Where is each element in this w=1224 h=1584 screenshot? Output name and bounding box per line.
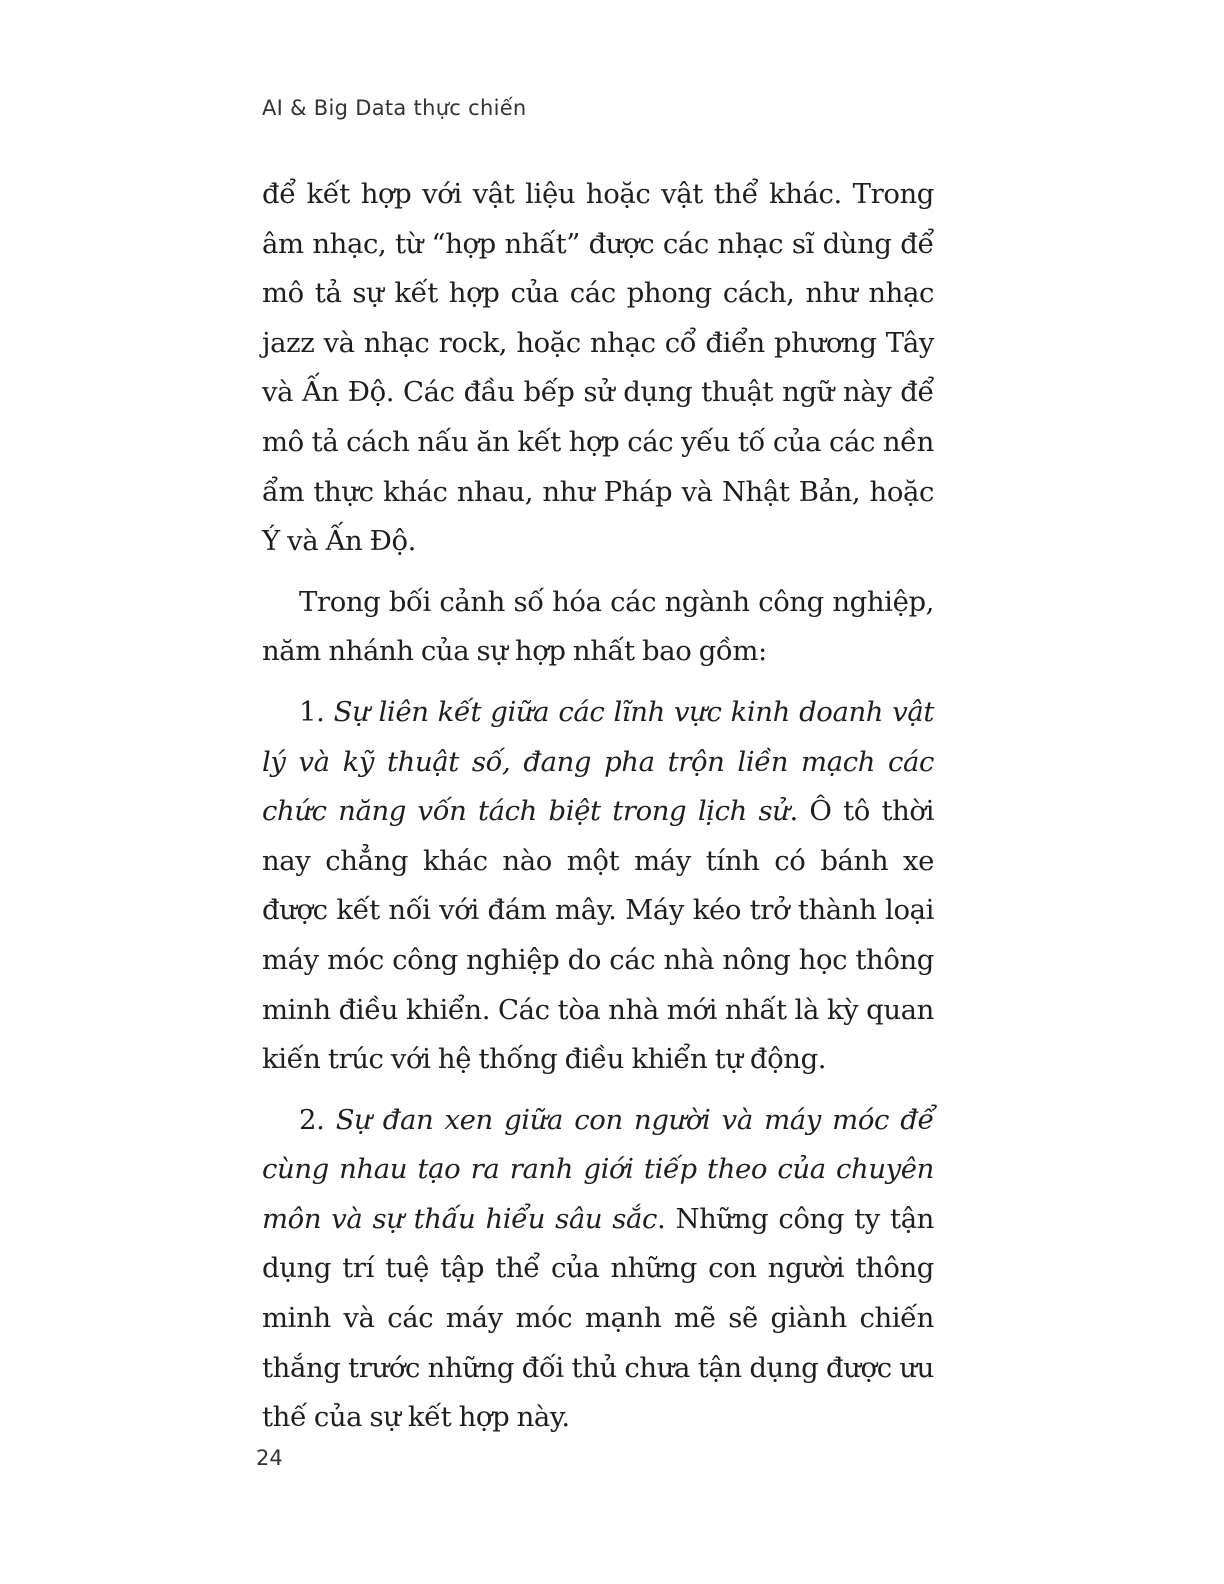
running-header: AI & Big Data thực chiến xyxy=(262,96,527,120)
list-item-2-number: 2. xyxy=(299,1103,325,1136)
paragraph-fusion-examples: để kết hợp với vật liệu hoặc vật thể khác. Trong âm nhạc, từ “hợp nhất” được các nhạc sĩ dùng để mô tả sự kết hợp của các phong cách, như nhạc jazz và nhạc rock, hoặc nhạc cổ điển phương Tây và Ấn Độ. Các đầu bếp sử dụng thuật ngữ này để mô tả cách nấu ăn kết hợp các yếu tố của các nền ẩm thực khác nhau, như Pháp và Nhật Bản, hoặc Ý và Ấn Độ. xyxy=(262,178,934,558)
list-item-1-number: 1. xyxy=(299,695,325,728)
list-item-2 xyxy=(262,1096,934,1443)
list-item-1-text: . Ô tô thời nay chẳng khác nào một máy tính có bánh xe được kết nối với đám mây. Máy kéo trở thành loại máy móc công nghiệp do các nhà nông học thông minh điều khiển. Các tòa nhà mới nhất là kỳ quan kiến trúc với hệ thống điều khiển tự động. xyxy=(262,795,934,1076)
page-body xyxy=(262,170,934,1443)
list-item-2-text: . Những công ty tận dụng trí tuệ tập thể của những con người thông minh và các máy móc mạnh mẽ sẽ giành chiến thắng trước những đối thủ chưa tận dụng được ưu thế của sự kết hợp này. xyxy=(262,1202,934,1434)
paragraph-five-branches-intro: Trong bối cảnh số hóa các ngành công nghiệp, năm nhánh của sự hợp nhất bao gồm: xyxy=(262,585,934,668)
list-item-1 xyxy=(262,688,934,1085)
list-item-1-emphasis: Sự liên kết giữa các lĩnh vực kinh doanh vật lý và kỹ thuật số, đang pha trộn liền mạch các chức năng vốn tách biệt trong lịch sử xyxy=(262,695,935,828)
page-number: 24 xyxy=(256,1446,283,1470)
list-item-2-emphasis: Sự đan xen giữa con người và máy móc để cùng nhau tạo ra ranh giới tiếp theo của chuyên môn và sự thấu hiểu sâu sắc xyxy=(262,1103,934,1235)
